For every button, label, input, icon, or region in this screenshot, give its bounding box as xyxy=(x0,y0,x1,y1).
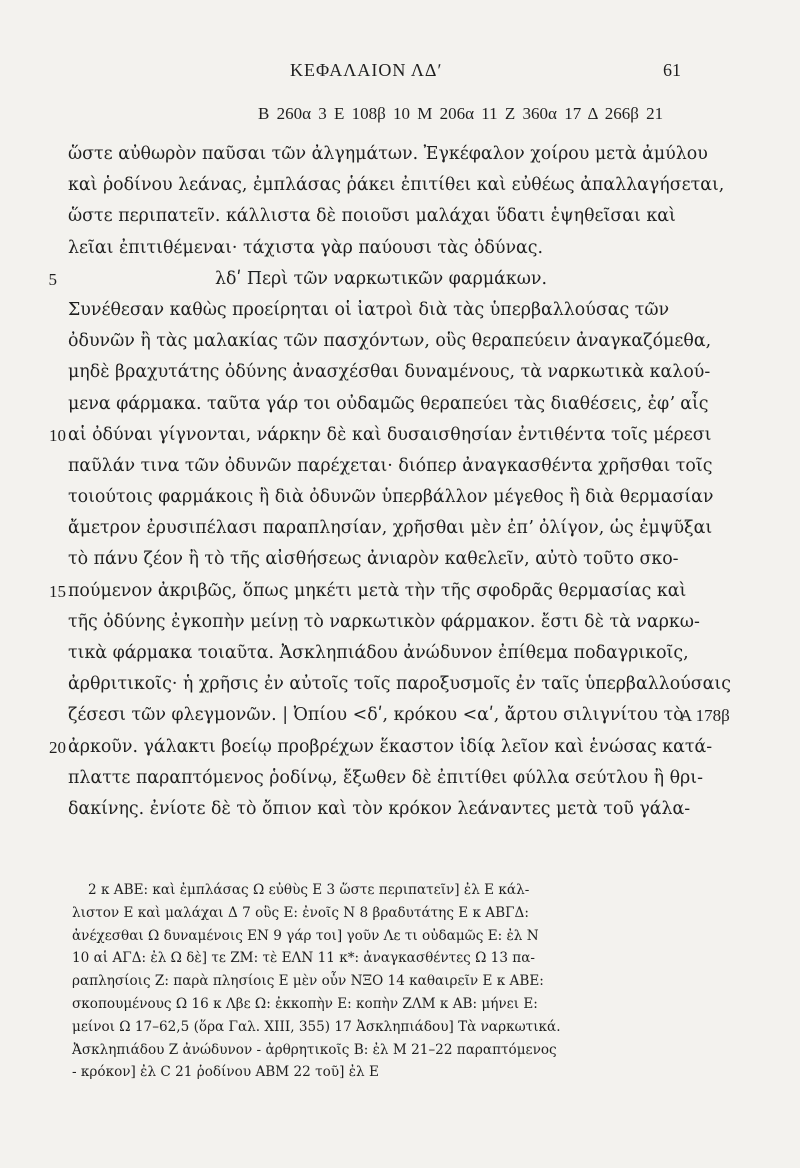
line-text: Συνέθεσαν καθὼς προείρηται οἱ ἰατροὶ διὰ τὰς ὑπερβαλλούσας τῶν xyxy=(68,299,670,320)
apparatus-text: 2 κ ABE: καὶ ἐμπλάσας Ω εὐθὺς E 3 ὥστε περιπατεῖν] ἐλ E κάλ- xyxy=(88,882,530,898)
apparatus-line xyxy=(0,925,800,948)
line-text: τὸ πάνυ ζέον ἢ τὸ τῆς αἰσθήσεως ἀνιαρὸν καθελεῖν, αὐτὸ τοῦτο σκο- xyxy=(68,549,679,570)
page-number: 61 xyxy=(663,60,681,80)
apparatus-line xyxy=(0,947,800,970)
text-line xyxy=(0,763,800,794)
text-line xyxy=(0,389,800,420)
line-number: 5 xyxy=(48,269,57,289)
line-text: καὶ ῥοδίνου λεάνας, ἐμπλάσας ῥάκει ἐπιτίθει καὶ εὐθέως ἀπαλλαγήσεται, xyxy=(68,175,725,196)
text-line xyxy=(0,669,800,700)
line-text: ἀρθριτικοῖς· ἡ χρῆσις ἐν αὐτοῖς τοῖς παροξυσμοῖς ἐν ταῖς ὑπερβαλλούσαις xyxy=(68,674,731,695)
apparatus-text: ἀνέχεσθαι Ω δυναμένοις EN 9 γάρ τοι] γοῦν Λε τι οὐδαμῶς E: ἐλ N xyxy=(72,927,539,944)
apparatus-line xyxy=(0,879,800,902)
line-text: ἄμετρον ἐρυσιπέλασι παραπλησίαν, χρῆσθαι μὲν ἐπʼ ὀλίγον, ὡς ἐμψῦξαι xyxy=(68,518,713,539)
text-line xyxy=(0,201,800,232)
line-text: δακίνης. ἐνίοτε δὲ τὸ ὄπιον καὶ τὸν κρόκον λεάναντες μετὰ τοῦ γάλα- xyxy=(68,798,691,819)
line-text: τικὰ φάρμακα τοιαῦτα. Ἀσκληπιάδου ἀνώδυνον ἐπίθεμα ποδαγρικοῖς, xyxy=(68,643,689,663)
text-line xyxy=(0,732,800,763)
line-text: μηδὲ βραχυτάτης ὀδύνης ἀνασχέσθαι δυναμένους, τὰ ναρκωτικὰ καλού- xyxy=(68,362,711,383)
line-number: 20 xyxy=(49,737,66,757)
line-text: παῦλάν τινα τῶν ὀδυνῶν παρέχεται· διόπερ ἀναγκασθέντα χρῆσθαι τοῖς xyxy=(68,455,713,476)
text-line xyxy=(0,607,800,638)
text-line xyxy=(0,513,800,544)
page-header xyxy=(0,60,800,90)
text-line xyxy=(0,576,800,607)
line-text: αἱ ὀδύναι γίγνονται, νάρκην δὲ καὶ δυσαισθησίαν ἐντιθέντα τοῖς μέρεσι xyxy=(68,424,712,445)
text-line xyxy=(0,295,800,326)
running-title: ΚΕΦΑΛΑΙΟΝ ΛΔʹ xyxy=(290,60,443,80)
apparatus-text: μείνοι Ω 17–62,5 (ὅρα Γαλ. XIII, 355) 17 Ἀσκληπιάδου] Τὰ ναρκωτικά. xyxy=(72,1018,561,1035)
text-line xyxy=(0,326,800,357)
text-line xyxy=(0,794,800,825)
line-text: ἀρκοῦν. γάλακτι βοείῳ προβρέχων ἕκαστον ἰδίᾳ λεῖον καὶ ἑνώσας κατά- xyxy=(68,736,713,757)
line-text: λεῖαι ἐπιτιθέμεναι· τάχιστα γὰρ παύουσι τὰς ὀδύνας. xyxy=(68,237,544,258)
apparatus-line xyxy=(0,1039,800,1062)
apparatus-line xyxy=(0,902,800,925)
apparatus-line xyxy=(0,1061,800,1084)
line-text: μενα φάρμακα. ταῦτα γάρ τοι οὐδαμῶς θεραπεύει τὰς διαθέσεις, ἐφʼ αἷς xyxy=(68,393,709,414)
line-text: τοιούτοις φαρμάκοις ἢ διὰ ὀδυνῶν ὑπερβάλλον μέγεθος ἢ διὰ θερμασίαν xyxy=(68,487,714,508)
apparatus-text: λιστον E καὶ μαλάχαι Δ 7 οὓς E: ἐνοῖς N 8 βραδυτάτης E κ ΑΒΓΔ: xyxy=(72,904,529,921)
text-line xyxy=(0,264,800,295)
text-line xyxy=(0,420,800,451)
line-text: τῆς ὀδύνης ἐγκοπὴν μείνῃ τὸ ναρκωτικὸν φάρμακον. ἔστι δὲ τὰ ναρκω- xyxy=(68,611,700,632)
main-text xyxy=(0,139,800,825)
apparatus-line xyxy=(0,970,800,993)
line-text: ὥστε αὐθωρὸν παῦσαι τῶν ἀλγημάτων. Ἐγκέφαλον χοίρου μετὰ ἀμύλου xyxy=(68,144,708,164)
text-line xyxy=(0,170,800,201)
apparatus-text: ραπλησίοις Z: παρὰ πλησίοις E μὲν οὖν ΝΞΟ 14 καθαιρεῖν E κ ΑΒΕ: xyxy=(72,973,544,990)
line-number: 10 xyxy=(49,425,66,445)
critical-apparatus xyxy=(0,879,800,1084)
apparatus-text: - κρόκον] ἐλ C 21 ῥοδίνου ΑΒΜ 22 τοῦ] ἐλ E xyxy=(72,1064,379,1081)
line-text: ζέσεσι τῶν φλεγμονῶν. | Ὀπίου <δʹ, κρόκου <αʹ, ἄρτου σιλιγνίτου τὸ xyxy=(68,705,684,726)
apparatus-text: 10 αἱ ΑΓΔ: ἐλ Ω δὲ] τε ZM: τὲ ΕΛΝ 11 κ*: ἀναγκασθέντες Ω 13 πα- xyxy=(72,950,536,967)
text-line xyxy=(0,233,800,264)
apparatus-line xyxy=(0,993,800,1016)
text-line xyxy=(0,638,800,669)
line-number: 15 xyxy=(49,581,66,601)
manuscript-sigla: B 260α 3 E 108β 10 M 206α 11 Z 360α 17 Δ 266β 21 xyxy=(258,104,664,123)
text-line xyxy=(0,139,800,170)
chapter-heading: λδʹ Περὶ τῶν ναρκωτικῶν φαρμάκων. xyxy=(215,268,548,289)
line-text: ὀδυνῶν ἢ τὰς μαλακίας τῶν πασχόντων, οὓς θεραπεύειν ἀναγκαζόμεθα, xyxy=(68,331,712,352)
text-line xyxy=(0,482,800,513)
text-line xyxy=(0,357,800,388)
apparatus-text: σκοπουμένους Ω 16 κ Λβε Ω: ἐκκοπὴν E: κοπὴν ΖΛΜ κ AB: μήνει E: xyxy=(72,995,538,1012)
margin-note: A 178β xyxy=(680,706,730,726)
line-text: πλαττε παραπτόμενος ῥοδίνῳ, ἔξωθεν δὲ ἐπιτίθει φύλλα σεύτλου ἢ θρι- xyxy=(68,767,703,788)
text-line xyxy=(0,451,800,482)
apparatus-line xyxy=(0,1016,800,1039)
line-text: πούμενον ἀκριβῶς, ὅπως μηκέτι μετὰ τὴν τῆς σφοδρᾶς θερμασίας καὶ xyxy=(68,580,687,601)
text-line xyxy=(0,700,800,731)
line-text: ὥστε περιπατεῖν. κάλλιστα δὲ ποιοῦσι μαλάχαι ὕδατι ἑψηθεῖσαι καὶ xyxy=(68,206,676,227)
text-line xyxy=(0,544,800,575)
apparatus-text: Ἀσκληπιάδου Z ἀνώδυνον - ἀρθρητικοῖς B: ἐλ M 21–22 παραπτόμενος xyxy=(72,1041,557,1058)
